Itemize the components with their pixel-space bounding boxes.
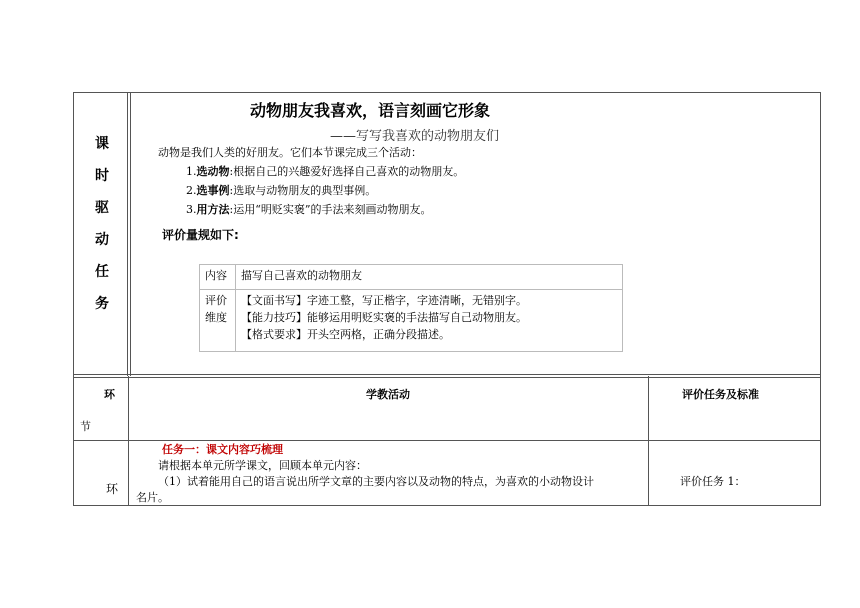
side-label-char: 任 [95, 264, 109, 280]
rubric-heading: 评价量规如下: [162, 228, 239, 242]
activity-item [186, 184, 376, 198]
activity-desc: :根据自己的兴趣爱好选择自己喜欢的动物朋友。 [229, 165, 465, 178]
side-label-char: 时 [95, 168, 109, 184]
col-divider-1-double-a [127, 92, 128, 376]
activity-item [186, 203, 431, 217]
activity-number: 1. [186, 165, 197, 178]
rubric-criterion: 【能力技巧】能够运用明贬实褒的手法描写自己动物朋友。 [241, 311, 527, 324]
task-title: 任务一：课文内容巧梳理 [162, 443, 283, 456]
activity-desc: :选取与动物朋友的典型事例。 [229, 184, 377, 197]
header-stage-char: 环 [104, 388, 115, 401]
header-evaluation: 评价任务及标准 [682, 388, 759, 401]
row-stage-char: 环 [106, 482, 119, 496]
rubric-table [199, 264, 623, 352]
activity-item [186, 165, 464, 179]
row-divider-1-a [73, 374, 821, 375]
col-divider-1 [128, 376, 129, 506]
rubric-content-label: 内容 [205, 269, 227, 282]
activity-name: 选动物 [196, 165, 230, 178]
rubric-dimension-label: 评价 [205, 294, 227, 307]
side-label-char: 动 [95, 232, 109, 248]
row-divider-2 [73, 440, 821, 441]
table-border-top [73, 92, 821, 93]
rubric-content-value: 描写自己喜欢的动物朋友 [241, 269, 362, 282]
rubric-criterion: 【文面书写】字迹工整，写正楷字，字迹清晰，无错别字。 [241, 294, 527, 307]
page-title: 动物朋友我喜欢，语言刻画它形象 [249, 101, 490, 120]
row-divider-1-b [73, 377, 821, 378]
activity-number: 3. [186, 203, 197, 216]
activity-desc: :运用“明贬实褒”的手法来刻画动物朋友。 [229, 203, 432, 216]
task-line: 请根据本单元所学课文，回顾本单元内容： [158, 459, 367, 472]
table-border-bottom [73, 505, 821, 506]
table-border-right [820, 92, 821, 506]
activity-name: 选事例 [196, 184, 230, 197]
rubric-row-divider [200, 289, 622, 290]
rubric-criterion: 【格式要求】开头空两格，正确分段描述。 [241, 328, 450, 341]
col-divider-2 [648, 376, 649, 506]
side-label-char: 课 [95, 136, 109, 152]
rubric-col-divider [235, 265, 236, 351]
col-divider-1-double-b [130, 92, 131, 376]
task-line: 名片。 [136, 491, 169, 504]
task-line: （1）试着能用自己的语言说出所学文章的主要内容以及动物的特点，为喜欢的小动物设计 [158, 475, 594, 488]
activity-number: 2. [186, 184, 197, 197]
header-stage-char: 节 [80, 420, 91, 433]
side-label-char: 务 [95, 296, 109, 312]
table-border-left [73, 92, 74, 506]
header-activities: 学教活动 [366, 388, 410, 401]
activity-name: 用方法 [196, 203, 230, 216]
intro-text: 动物是我们人类的好朋友。它们本节课完成三个活动： [158, 146, 422, 159]
side-label-char: 驱 [95, 200, 109, 216]
evaluation-task: 评价任务 1： [680, 475, 746, 488]
page-subtitle: ——写写我喜欢的动物朋友们 [330, 129, 500, 144]
rubric-dimension-label: 维度 [205, 311, 227, 324]
